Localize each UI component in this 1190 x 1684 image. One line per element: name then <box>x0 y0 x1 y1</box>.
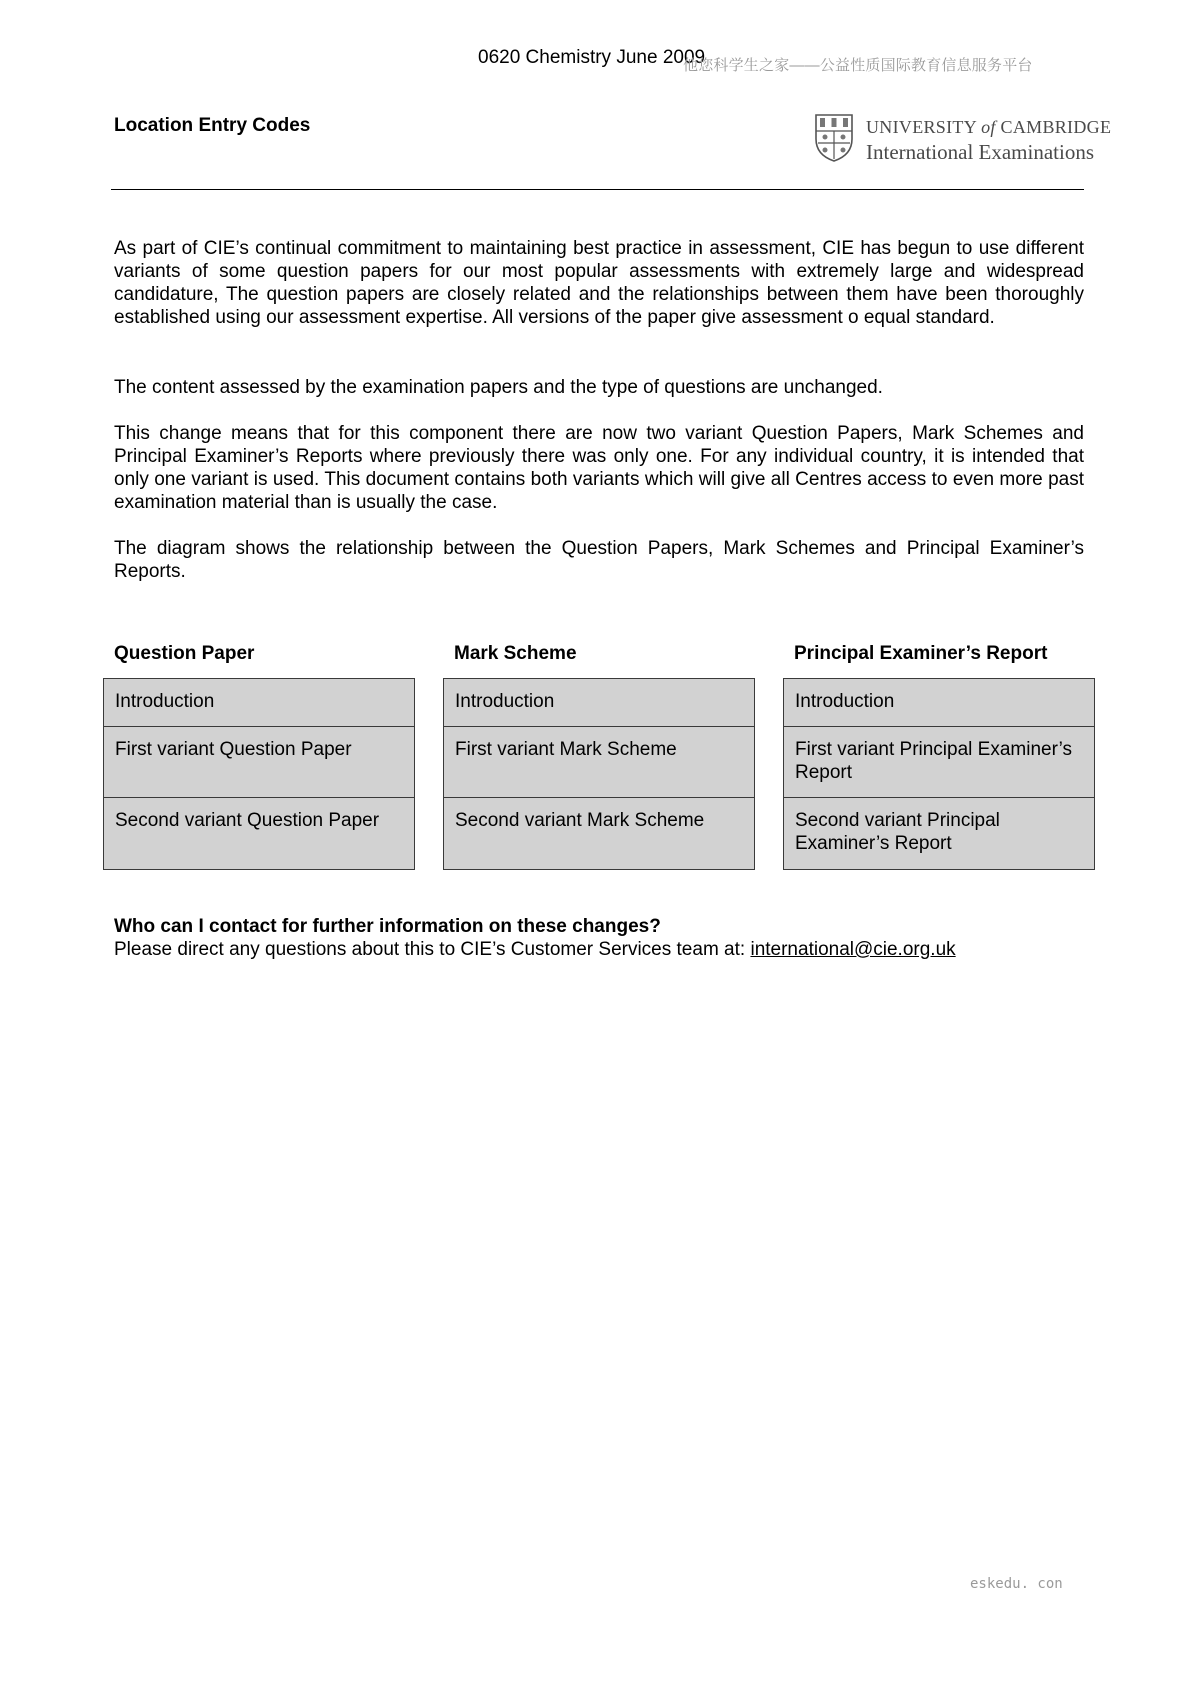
cambridge-crest-icon <box>814 113 854 163</box>
contact-answer <box>114 939 956 961</box>
contact-question: Who can I contact for further information on these changes? <box>114 916 661 937</box>
question-paper-intro-cell: Introduction <box>104 679 414 727</box>
examiner-report-box <box>783 678 1095 870</box>
running-header <box>0 47 1190 77</box>
examiner-report-second-variant-cell: Second variant Principal Examiner’s Report <box>795 810 1000 854</box>
contact-email-link[interactable]: international@cie.org.uk <box>750 939 956 960</box>
examiner-report-first-variant-cell: First variant Principal Examiner’s Report <box>784 727 1094 798</box>
examiner-report-intro-cell: Introduction <box>784 679 1094 727</box>
examiner-report-heading: Principal Examiner’s Report <box>794 643 1048 664</box>
contact-answer-text: Please direct any questions about this to CIE’s Customer Services team at: <box>114 939 751 960</box>
question-paper-box <box>103 678 415 870</box>
logo-university-line: UNIVERSITY of CAMBRIDGE <box>866 117 1112 137</box>
document-title: Location Entry Codes <box>114 115 311 136</box>
variants-paragraph: This change means that for this component there are now two variant Question Papers, Mark Schemes and Principal Examiner’s Reports where previously there was only one. For any individual country, it is intended that only one variant is used. This document contains both variants which will give all Centres access to even more past examination material than is usually the case. <box>114 423 1084 513</box>
running-title: 0620 Chemistry June 2009 <box>478 47 706 68</box>
cambridge-logo <box>814 113 1114 167</box>
question-paper-heading: Question Paper <box>114 643 255 664</box>
logo-examinations-line: International Examinations <box>866 140 1095 164</box>
mark-scheme-box <box>443 678 755 870</box>
content-paragraph: The content assessed by the examination papers and the type of questions are unchanged. <box>114 377 883 398</box>
mark-scheme-intro-cell: Introduction <box>444 679 754 727</box>
mark-scheme-heading: Mark Scheme <box>454 643 577 664</box>
intro-paragraph: As part of CIE’s continual commitment to maintaining best practice in assessment, CIE has begun to use different variants of some question papers for our most popular assessments with extremely large and widespread candidature, The question papers are closely related and the relationships between them have been thoroughly established using our assessment expertise. All versions of the paper give assessment o equal standard. <box>114 238 1084 328</box>
mark-scheme-second-variant-cell: Second variant Mark Scheme <box>455 810 705 831</box>
question-paper-first-variant-cell: First variant Question Paper <box>104 727 414 798</box>
footer-watermark: eskedu. con <box>970 1576 1063 1592</box>
mark-scheme-first-variant-cell: First variant Mark Scheme <box>444 727 754 798</box>
diagram-paragraph: The diagram shows the relationship between the Question Papers, Mark Schemes and Principal Examiner’s Reports. <box>114 538 1084 582</box>
header-rule <box>111 189 1084 190</box>
top-watermark: 他您科学生之家——公益性质国际教育信息服务平台 <box>683 57 1033 74</box>
question-paper-second-variant-cell: Second variant Question Paper <box>115 810 380 831</box>
